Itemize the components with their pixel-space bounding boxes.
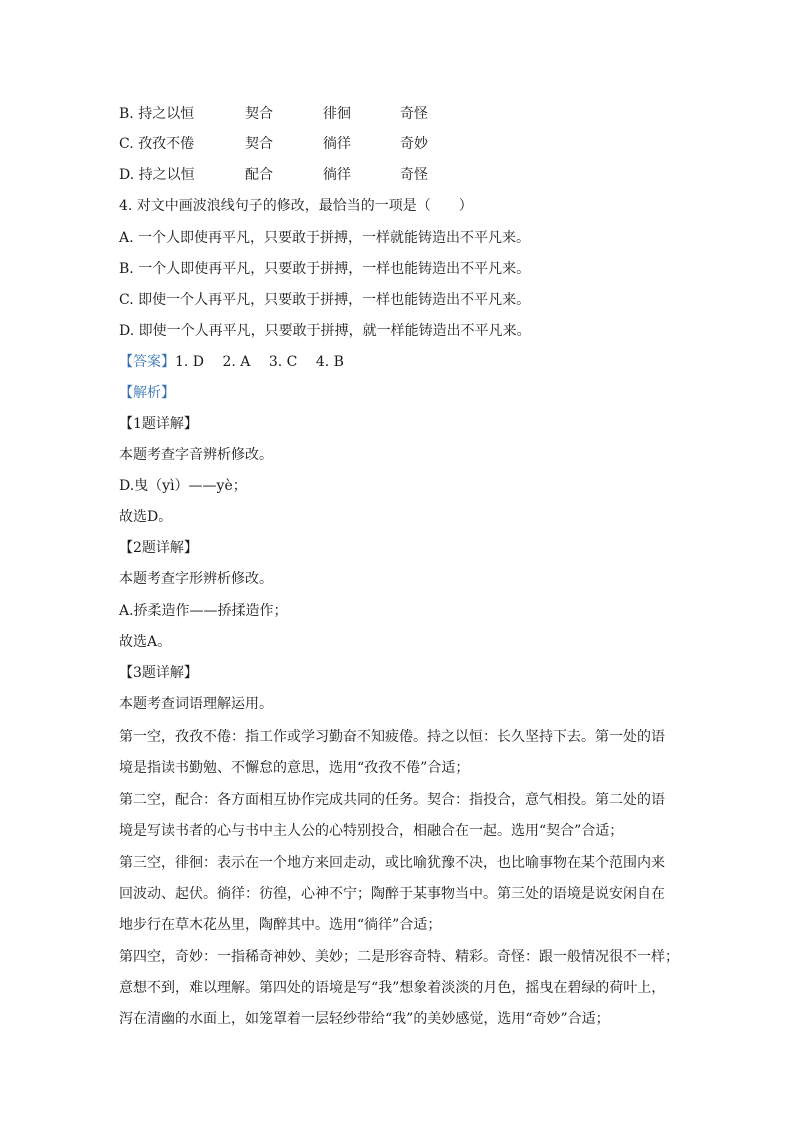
analysis-tag: 【解析】	[119, 385, 175, 401]
detail-3-line: 第二空，配合：各方面相互协作完成共同的任务。契合：指投合，意气相投。第二处的语	[119, 792, 665, 808]
detail-3-line: 境是写读书者的心与书中主人公的心特别投合，相融合在一起。选用“契合”合适；	[119, 823, 624, 839]
detail-1-line-1: 本题考查字音辨析修改。	[119, 447, 273, 463]
q4-option-c: C. 即使一个人再平凡，只要敢于拼搏，一样也能铸造出不平凡来。	[119, 292, 531, 308]
detail-2-line-1: 本题考查字形辨析修改。	[119, 571, 273, 587]
option-label-b: B. 持之以恒	[119, 106, 195, 122]
option-d-word-4: 奇怪	[400, 167, 428, 183]
detail-3-line: 本题考查词语理解运用。	[119, 696, 273, 712]
detail-2-line-3: 故选A。	[119, 634, 172, 650]
detail-3-line: 境是指读书勤勉、不懈怠的意思，选用“孜孜不倦”合适；	[119, 760, 470, 776]
detail-2-heading: 【2题详解】	[119, 540, 198, 556]
option-c-word-4: 奇妙	[400, 136, 428, 152]
option-c-word-2: 契合	[245, 136, 273, 152]
option-b-word-4: 奇怪	[400, 106, 428, 122]
detail-3-line: 泻在清幽的水面上，如笼罩着一层轻纱带给“我”的美妙感觉，选用“奇妙”合适；	[119, 1011, 610, 1027]
q4-option-a: A. 一个人即使再平凡，只要敢于拼搏，一样就能铸造出不平凡来。	[119, 230, 531, 246]
answer-line	[119, 352, 344, 372]
detail-1-line-3: 故选D。	[119, 509, 173, 525]
detail-3-line: 地步行在草木花丛里，陶醉其中。选用“徜徉”合适；	[119, 917, 442, 933]
detail-3-heading: 【3题详解】	[119, 665, 198, 681]
q4-option-d: D. 即使一个人再平凡，只要敢于拼搏，就一样能铸造出不平凡来。	[119, 323, 531, 339]
option-b-word-2: 契合	[245, 106, 273, 122]
answer-values: 1. D 2. A 3. C 4. B	[175, 354, 344, 370]
detail-1-heading: 【1题详解】	[119, 416, 198, 432]
option-label-d: D. 持之以恒	[119, 167, 195, 183]
detail-2-line-2: A.挢柔造作——挢揉造作；	[119, 603, 288, 619]
option-d-word-3: 徜徉	[323, 167, 351, 183]
detail-3-line: 回波动、起伏。徜徉：彷徨，心神不宁；陶醉于某事物当中。第三处的语境是说安闲自在	[119, 886, 665, 902]
detail-3-line: 第一空，孜孜不倦：指工作或学习勤奋不知疲倦。持之以恒：长久坚持下去。第一处的语	[119, 729, 665, 745]
option-c-word-3: 徜徉	[323, 136, 351, 152]
answer-tag: 【答案】	[119, 354, 175, 370]
question-4-stem: 4. 对文中画波浪线句子的修改，最恰当的一项是（ ）	[119, 198, 473, 214]
option-d-word-2: 配合	[245, 167, 273, 183]
q4-option-b: B. 一个人即使再平凡，只要敢于拼搏，一样也能铸造出不平凡来。	[119, 261, 531, 277]
option-b-word-3: 徘徊	[323, 106, 351, 122]
option-label-c: C. 孜孜不倦	[119, 136, 195, 152]
detail-3-line: 意想不到，难以理解。第四处的语境是写“我”想象着淡淡的月色，摇曳在碧绿的荷叶上，	[119, 980, 666, 996]
detail-3-line: 第三空，徘徊：表示在一个地方来回走动，或比喻犹豫不决，也比喻事物在某个范围内来	[119, 855, 665, 871]
detail-1-line-2: D.曳（yì）——yè；	[119, 478, 247, 494]
detail-3-line: 第四空，奇妙：一指稀奇神妙、美妙；二是形容奇特、精彩。奇怪：跟一般情况很不一样；	[119, 949, 679, 965]
